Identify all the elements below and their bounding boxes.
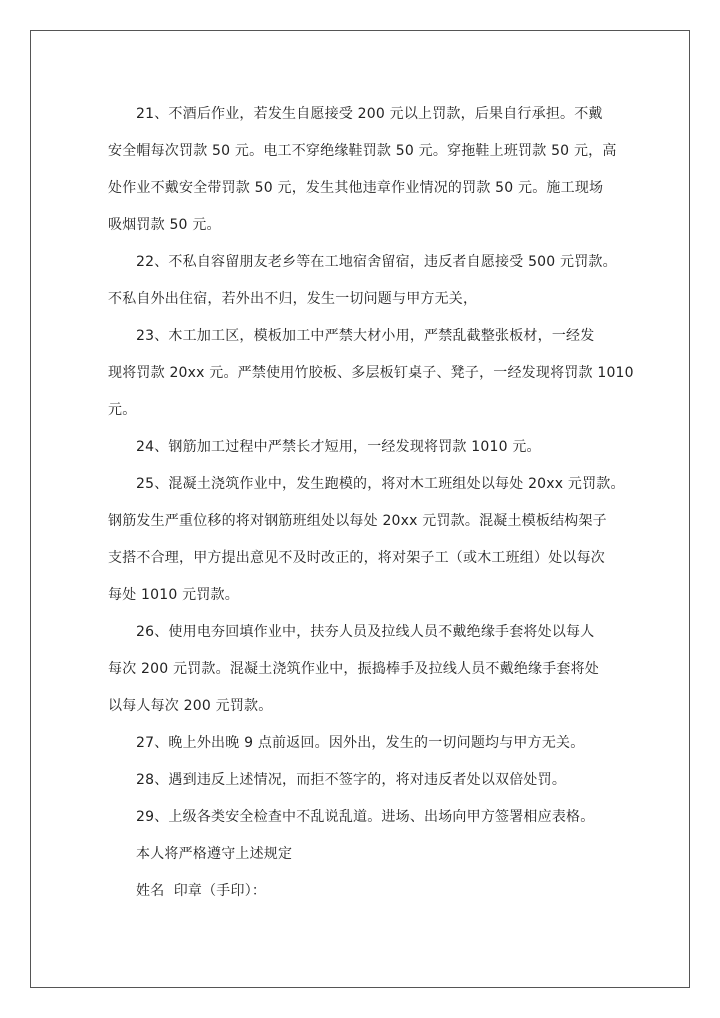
paragraph-line: 28、遇到违反上述情况，而拒不签字的，将对违反者处以双倍处罚。 [136, 772, 567, 788]
paragraph-line: 不私自外出住宿，若外出不归，发生一切问题与甲方无关， [108, 291, 478, 307]
rule-28-paragraph [108, 762, 628, 799]
paragraph-line: 每次 200 元罚款。混凝土浇筑作业中，振捣棒手及拉线人员不戴绝缘手套将处 [108, 661, 600, 677]
rule-26-paragraph [108, 614, 628, 725]
signature-field [108, 873, 628, 910]
rule-21-paragraph [108, 96, 628, 244]
paragraph-line: 26、使用电夯回填作业中，扶夯人员及拉线人员不戴绝缘手套将处以每人 [136, 624, 595, 640]
paragraph-line: 24、钢筋加工过程中严禁长才短用，一经发现将罚款 1010 元。 [136, 439, 541, 455]
rule-25-paragraph [108, 466, 628, 614]
paragraph-line: 29、上级各类安全检查中不乱说乱道。进场、出场向甲方签署相应表格。 [136, 809, 595, 825]
paragraph-line: 现将罚款 20xx 元。严禁使用竹胶板、多层板钉桌子、凳子，一经发现将罚款 1010 [108, 365, 634, 381]
rule-27-paragraph [108, 725, 628, 762]
paragraph-line: 安全帽每次罚款 50 元。电工不穿绝缘鞋罚款 50 元。穿拖鞋上班罚款 50 元，高 [108, 143, 617, 159]
pledge-statement [108, 836, 628, 873]
rule-23-paragraph [108, 318, 634, 429]
paragraph-line: 吸烟罚款 50 元。 [108, 217, 221, 233]
paragraph-line: 支搭不合理，甲方提出意见不及时改正的，将对架子工（或木工班组）处以每次 [108, 550, 605, 566]
paragraph-line: 每处 1010 元罚款。 [108, 587, 239, 603]
paragraph-line: 27、晚上外出晚 9 点前返回。因外出，发生的一切问题均与甲方无关。 [136, 735, 585, 751]
paragraph-line: 21、不酒后作业，若发生自愿接受 200 元以上罚款，后果自行承担。不戴 [136, 106, 603, 122]
paragraph-line: 22、不私自容留朋友老乡等在工地宿舍留宿，违反者自愿接受 500 元罚款。 [136, 254, 617, 270]
paragraph-line: 以每人每次 200 元罚款。 [108, 698, 273, 714]
paragraph-line: 25、混凝土浇筑作业中，发生跑模的，将对木工班组处以每处 20xx 元罚款。 [136, 476, 625, 492]
rule-22-paragraph [108, 244, 628, 318]
paragraph-line: 钢筋发生严重位移的将对钢筋班组处以每处 20xx 元罚款。混凝土模板结构架子 [108, 513, 607, 529]
paragraph-line: 元。 [108, 402, 137, 418]
rule-29-paragraph [108, 799, 628, 836]
signature-label: 姓名 印章（手印）： [136, 883, 267, 899]
document-body [108, 96, 634, 910]
rule-24-paragraph [108, 429, 628, 466]
paragraph-line: 处作业不戴安全带罚款 50 元，发生其他违章作业情况的罚款 50 元。施工现场 [108, 180, 604, 196]
paragraph-line: 23、木工加工区，模板加工中严禁大材小用，严禁乱截整张板材，一经发 [136, 328, 595, 344]
paragraph-line: 本人将严格遵守上述规定 [136, 846, 293, 862]
